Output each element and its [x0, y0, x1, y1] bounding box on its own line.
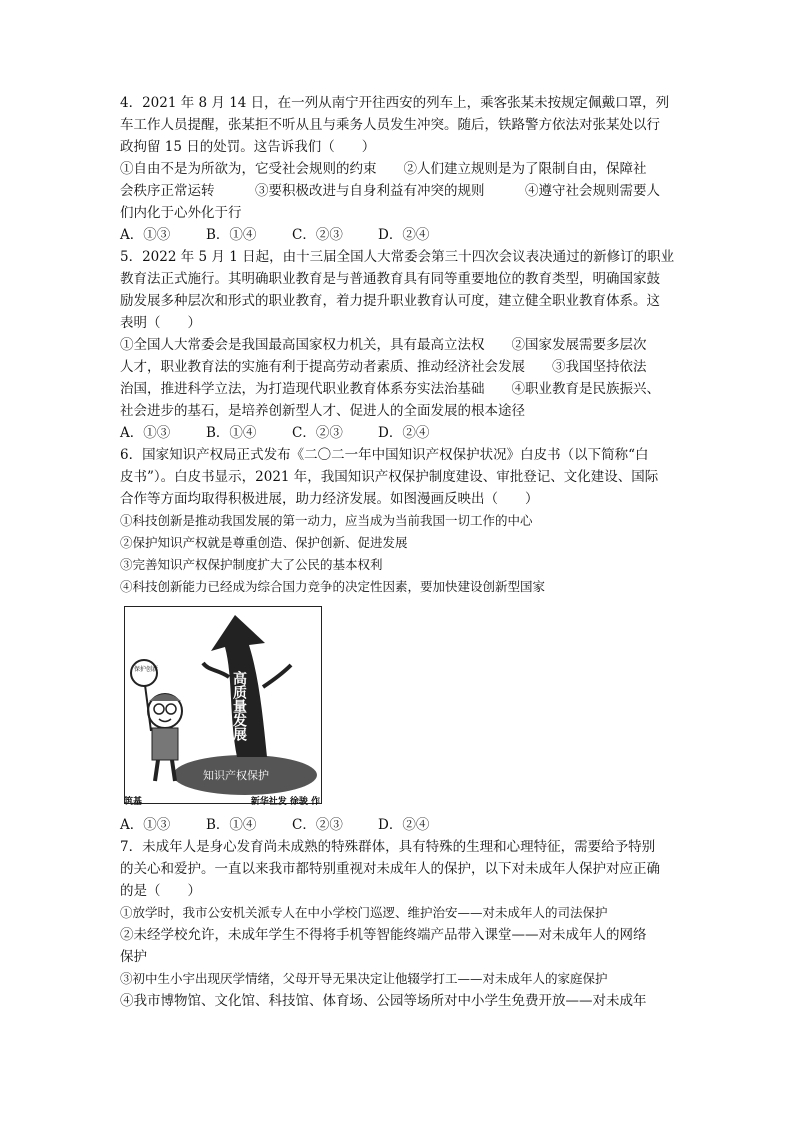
q6-answer-options — [120, 814, 680, 836]
cartoon-credit: 新华社发 徐骏 作 — [250, 797, 320, 807]
pedestal-label: 知识产权保护 — [203, 769, 269, 782]
q7-line: 的是（ ） — [120, 883, 201, 899]
answer-option-d[interactable]: D．②④ — [378, 227, 430, 243]
q4-line: 4．2021 年 8 月 14 日，在一列从南宁开往西安的列车上，乘客张某未按规定佩戴口罩，列 — [120, 95, 670, 111]
answer-option-a[interactable]: A．①③ — [120, 227, 171, 243]
answer-option-c[interactable]: C．②③ — [292, 817, 343, 833]
question-5 — [120, 246, 680, 444]
q7-line: ①放学时，我市公安机关派专人在中小学校门巡逻、维护治安——对未成年人的司法保护 — [120, 905, 608, 920]
answer-option-b[interactable]: B．①④ — [206, 227, 257, 243]
q5-line: 社会进步的基石，是培养创新型人才、促进人的全面发展的根本途径 — [120, 403, 525, 419]
q5-line: 表明（ ） — [120, 315, 201, 331]
sign-label: 保护创新 — [134, 666, 159, 673]
q7-line: 7．未成年人是身心发育尚未成熟的特殊群体，具有特殊的生理和心理特征，需要给予特别 — [120, 839, 656, 855]
q7-line: 的关心和爱护。一直以来我市都特别重视对未成年人的保护，以下对未成年人保护对应正确 — [120, 861, 660, 877]
q4-line: 会秩序正常运转 ③要积极改进与自身利益有冲突的规则 ④遵守社会规则需要人 — [120, 183, 660, 199]
answer-option-c[interactable]: C．②③ — [292, 227, 343, 243]
q5-answer-options — [120, 422, 680, 444]
q6-line: 合作等方面均取得积极进展，助力经济发展。如图漫画反映出（ ） — [120, 491, 539, 507]
cartoon-drawing — [125, 607, 321, 803]
q6-line: 6．国家知识产权局正式发布《二〇二一年中国知识产权保护状况》白皮书（以下简称“白 — [120, 447, 649, 463]
q6-line: ③完善知识产权保护制度扩大了公民的基本权利 — [120, 557, 383, 572]
arrow-label: 高质量发展 — [231, 671, 247, 741]
answer-option-b[interactable]: B．①④ — [206, 817, 257, 833]
boy-cap — [149, 694, 181, 701]
q5-line: 人才，职业教育法的实施有利于提高劳动者素质、推动经济社会发展 ③我国坚持依法 — [120, 359, 647, 375]
question-4 — [120, 92, 680, 246]
q7-line: ④我市博物馆、文化馆、科技馆、体育场、公园等场所对中小学生免费开放——对未成年 — [120, 993, 647, 1009]
q6-answers-block — [120, 814, 680, 836]
answer-option-d[interactable]: D．②④ — [378, 425, 430, 441]
q4-line: ①自由不是为所欲为，它受社会规则的约束 ②人们建立规则是为了限制自由，保障社 — [120, 161, 647, 177]
q7-line: 保护 — [120, 949, 147, 965]
q7-line: ②未经学校允许，未成年学生不得将手机等智能终端产品带入课堂——对未成年人的网络 — [120, 927, 647, 943]
q5-line: 治国，推进科学立法，为打造现代职业教育体系夯实法治基础 ④职业教育是民族振兴、 — [120, 381, 660, 397]
question-6 — [120, 444, 680, 598]
cartoon-illustration — [124, 606, 322, 804]
cartoon-caption — [124, 794, 320, 807]
answer-option-b[interactable]: B．①④ — [206, 425, 257, 441]
q6-line: ①科技创新是推动我国发展的第一动力，应当成为当前我国一切工作的中心 — [120, 513, 533, 528]
answer-option-c[interactable]: C．②③ — [292, 425, 343, 441]
answer-option-d[interactable]: D．②④ — [378, 817, 430, 833]
q4-answer-options — [120, 224, 680, 246]
answer-option-a[interactable]: A．①③ — [120, 817, 171, 833]
question-7 — [120, 836, 680, 1012]
answer-option-a[interactable]: A．①③ — [120, 425, 171, 441]
boy-body — [152, 728, 178, 760]
q5-line: 励发展多种层次和形式的职业教育，着力提升职业教育认可度，建立健全职业教育体系。这 — [120, 293, 660, 309]
q7-line: ③初中生小宇出现厌学情绪，父母开导无果决定让他辍学打工——对未成年人的家庭保护 — [120, 971, 608, 986]
q6-line: 皮书”）。白皮书显示，2021 年，我国知识产权保护制度建设、审批登记、文化建设、国际 — [120, 469, 659, 485]
q5-line: ①全国人大常委会是我国最高国家权力机关，具有最高立法权 ②国家发展需要多层次 — [120, 337, 647, 353]
cartoon-title: 筑基 — [124, 797, 143, 807]
q6-line: ④科技创新能力已经成为综合国力竞争的决定性因素，要加快建设创新型国家 — [120, 579, 546, 594]
q4-line: 政拘留 15 日的处罚。这告诉我们（ ） — [120, 139, 376, 155]
q4-line: 车工作人员提醒，张某拒不听从且与乘务人员发生冲突。随后，铁路警方依法对张某处以行 — [120, 117, 660, 133]
q5-line: 教育法正式施行。其明确职业教育是与普通教育具有同等重要地位的教育类型，明确国家鼓 — [120, 271, 660, 287]
q5-line: 5．2022 年 5 月 1 日起，由十三届全国人大常委会第三十四次会议表决通过的新修订的职业 — [120, 249, 675, 265]
q6-line: ②保护知识产权就是尊重创造、保护创新、促进发展 — [120, 535, 408, 550]
sign-board — [131, 660, 157, 686]
q4-line: 们内化于心外化于行 — [120, 205, 242, 221]
